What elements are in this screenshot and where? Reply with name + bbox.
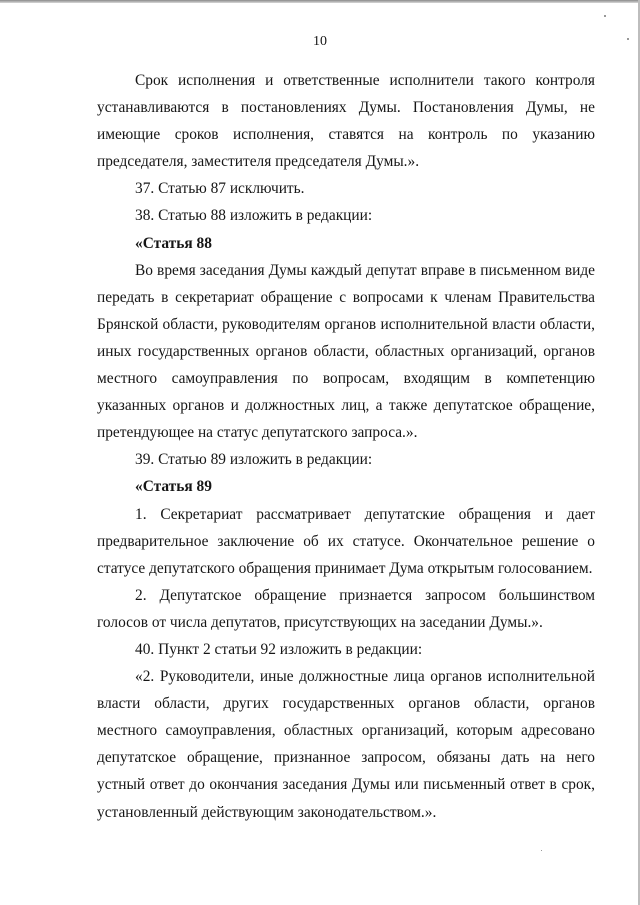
scan-speck xyxy=(627,38,629,40)
paragraph: Срок исполнения и ответственные исполнители такого контроля устанавливаются в постановлениях Думы. Постановления Думы, не имеющие сроков исполнения, ставятся на контроль по указанию председателя, заместителя председателя Думы.». xyxy=(97,72,595,171)
paragraph: 40. Пункт 2 статьи 92 изложить в редакции: xyxy=(135,640,423,658)
paragraph: 37. Статью 87 исключить. xyxy=(135,180,305,198)
article-heading: «Статья 88 xyxy=(135,234,212,252)
paragraph: «2. Руководители, иные должностные лица органов исполнительной власти области, других государственных органов области, органов местного самоуправления, областных организаций, которым адресовано депутатское обращение, признанное запросом, обязаны дать на него устный ответ до окончания заседания Думы или письменный ответ в срок, установленный действующим законодательством.». xyxy=(97,668,595,821)
paragraph: 2. Депутатское обращение признается запросом большинством голосов от числа депутатов, присутствующих на заседании Думы.». xyxy=(97,586,595,631)
scan-speck xyxy=(541,850,542,851)
document-body xyxy=(97,67,595,826)
paragraph: 39. Статью 89 изложить в редакции: xyxy=(135,451,373,469)
page-top-edge xyxy=(0,0,640,3)
scan-speck xyxy=(604,15,606,17)
paragraph: Во время заседания Думы каждый депутат вправе в письменном виде передать в секретариат обращение с вопросами к членам Правительства Брянской области, руководителям органов исполнительной власти области, иных государственных органов области, областных организаций, органов местного самоуправления по вопросам, входящим в компетенцию указанных органов и должностных лиц, а также депутатское обращение, претендующее на статус депутатского запроса.». xyxy=(97,261,595,442)
article-heading: «Статья 89 xyxy=(135,478,212,496)
paragraph: 38. Статью 88 изложить в редакции: xyxy=(135,207,373,225)
page-number: 10 xyxy=(313,34,327,49)
paragraph: 1. Секретариат рассматривает депутатские обращения и дает предварительное заключение об их статусе. Окончательное решение о статусе депутатского обращения принимает Дума открытым голосованием. xyxy=(97,505,595,577)
